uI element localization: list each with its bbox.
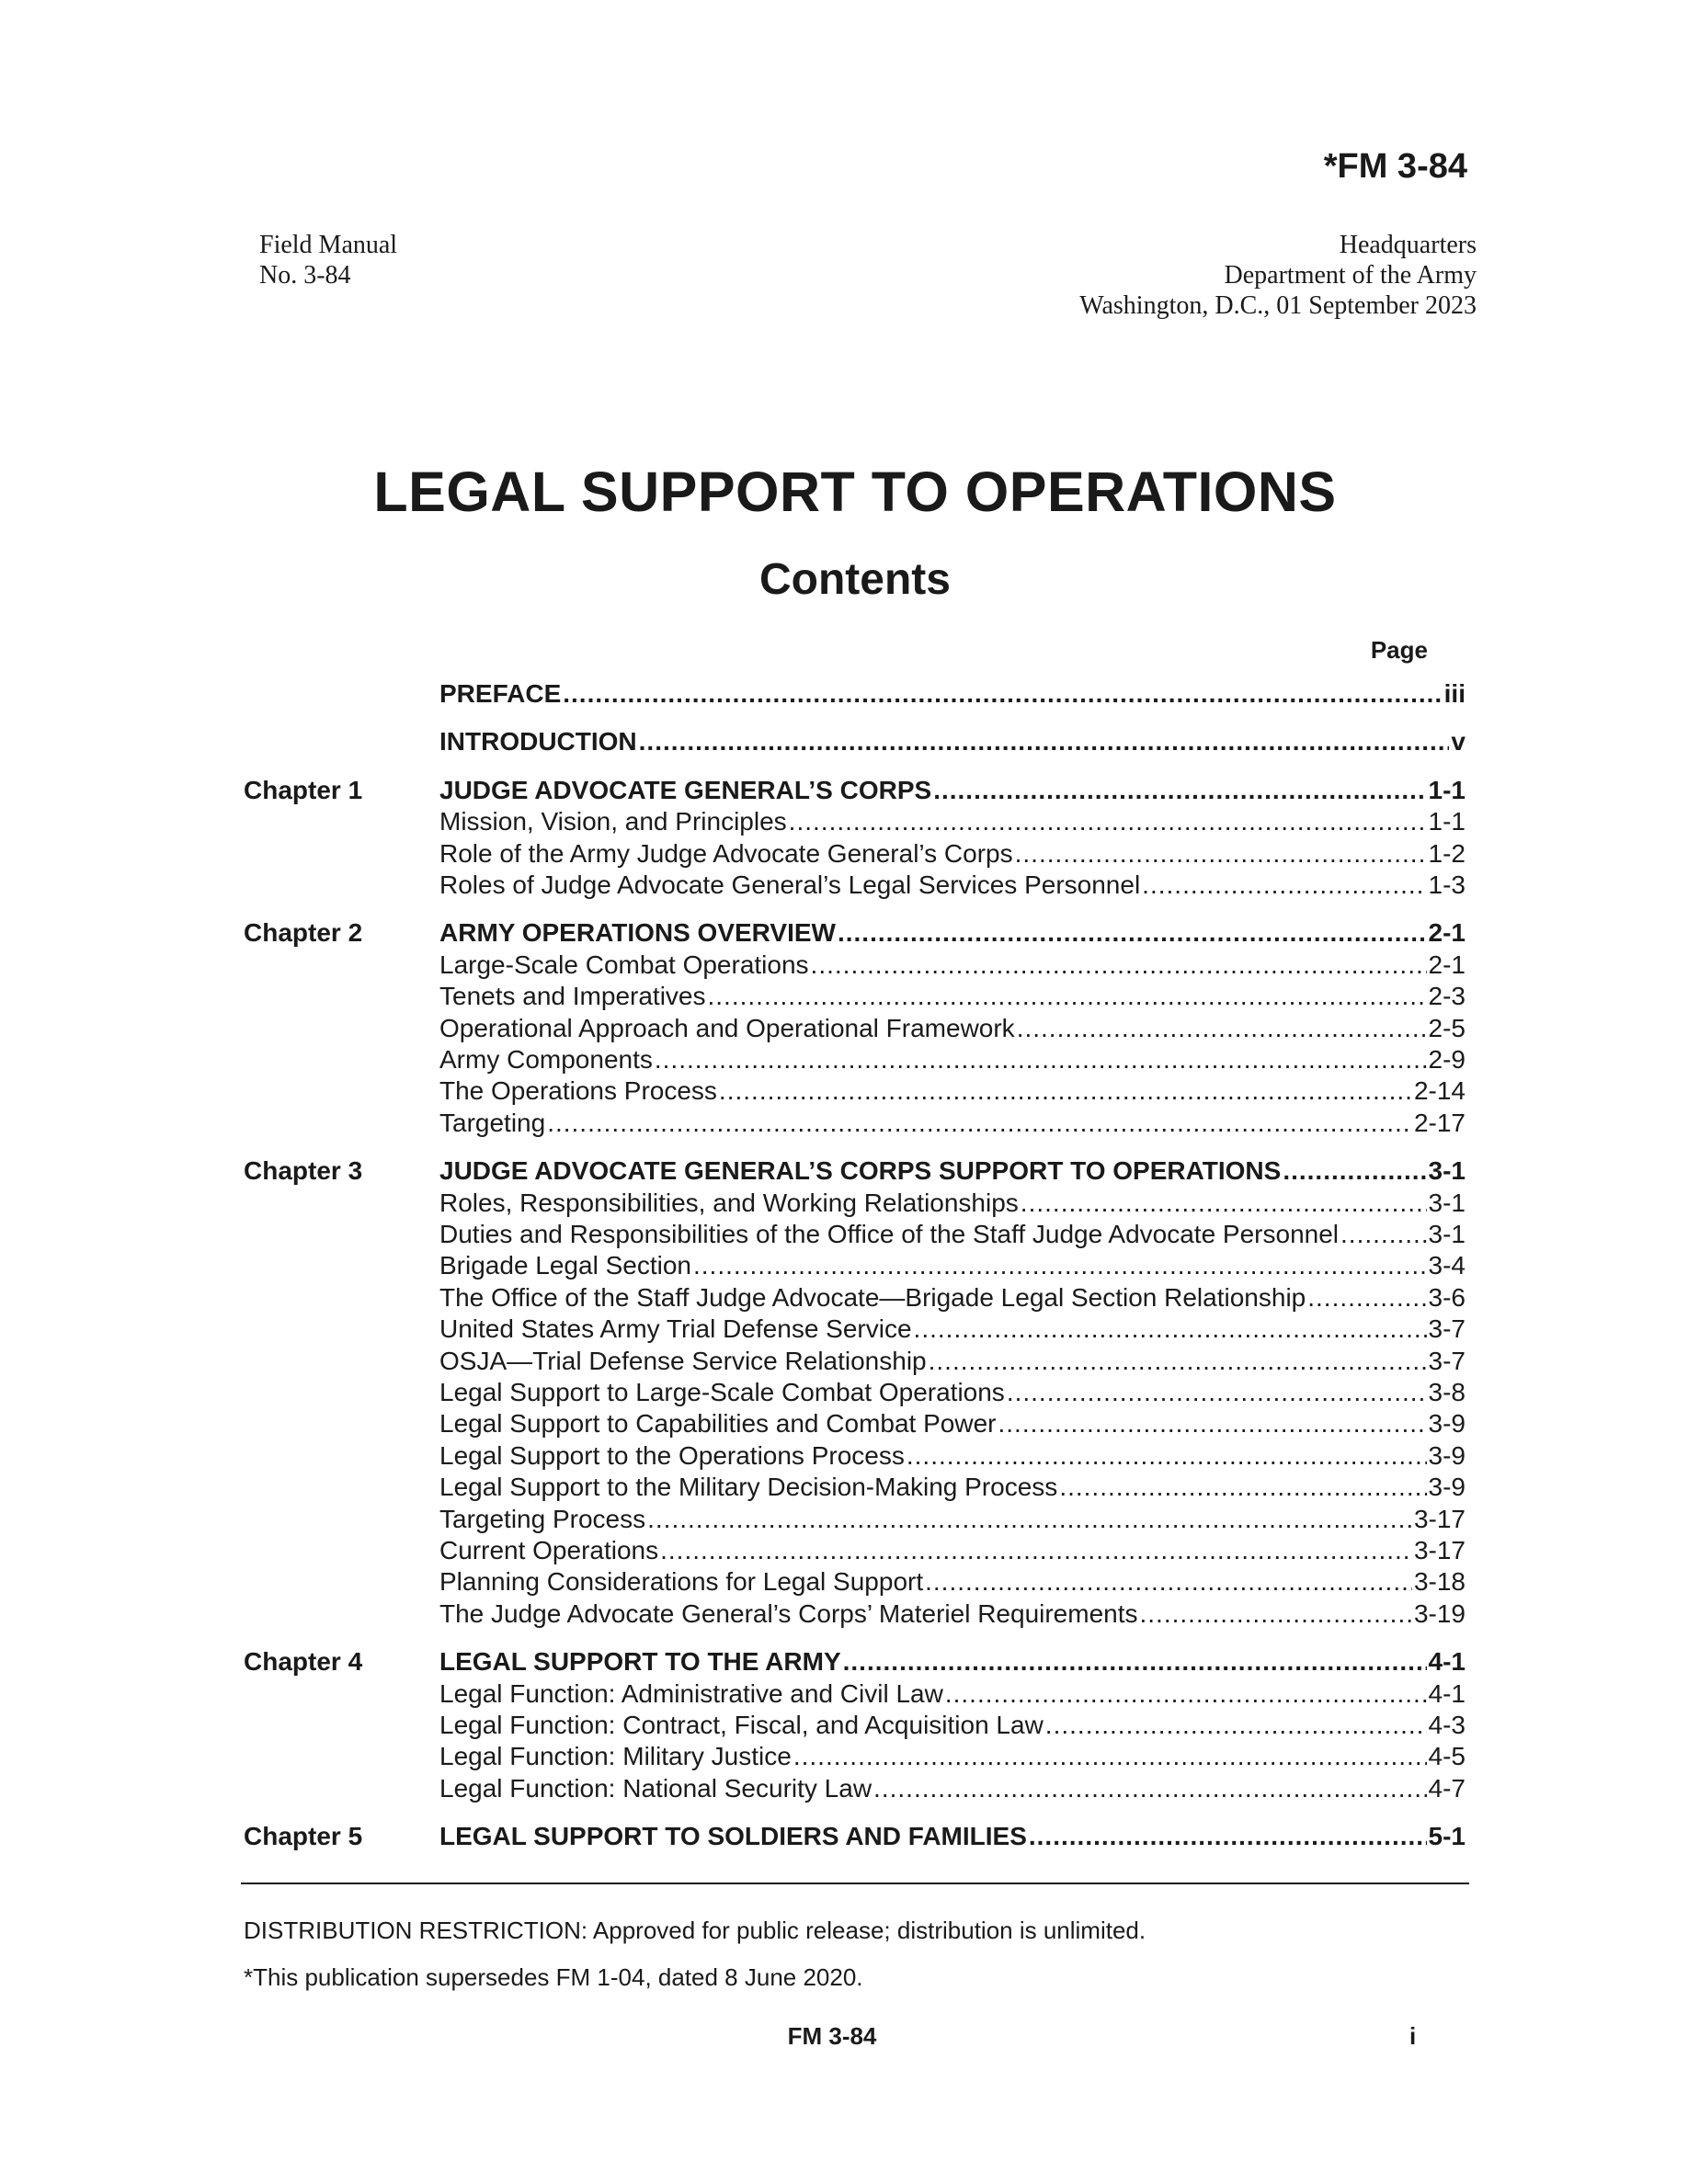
toc-entry-title: Mission, Vision, and Principles bbox=[439, 807, 787, 836]
toc-entry-page: 3-4 bbox=[1428, 1251, 1466, 1280]
toc-entry[interactable] bbox=[439, 1314, 1466, 1346]
toc-entry[interactable] bbox=[439, 1045, 1466, 1076]
toc-entry-page: 3-18 bbox=[1413, 1567, 1466, 1597]
distribution-restriction: DISTRIBUTION RESTRICTION: Approved for public release; distribution is unlimited. bbox=[244, 1917, 1146, 1944]
toc-entry-title: Role of the Army Judge Advocate General’s Corps bbox=[439, 838, 1013, 868]
toc-entry-page: 1-1 bbox=[1428, 775, 1466, 804]
chapter-label: Chapter 5 bbox=[244, 1822, 363, 1851]
toc-entry[interactable] bbox=[439, 1076, 1466, 1108]
headquarters-line: Headquarters bbox=[1339, 231, 1477, 259]
toc-entry-title: OSJA—Trial Defense Service Relationship bbox=[439, 1346, 927, 1375]
toc-entry-title: Legal Support to Capabilities and Combat Power bbox=[439, 1409, 997, 1439]
toc-entry[interactable] bbox=[439, 1679, 1466, 1711]
toc-entry-title: Targeting bbox=[439, 1108, 546, 1137]
dot-leader bbox=[1015, 839, 1427, 869]
toc-entry-title: LEGAL SUPPORT TO SOLDIERS AND FAMILIES bbox=[439, 1822, 1027, 1851]
toc-entry-page: v bbox=[1451, 727, 1466, 756]
toc-main-entry[interactable] bbox=[439, 727, 1466, 758]
toc-entry[interactable] bbox=[439, 1473, 1466, 1504]
toc-main-entry[interactable] bbox=[439, 1647, 1466, 1678]
toc-entry-page: 3-6 bbox=[1428, 1282, 1466, 1312]
toc-entry-page: 4-1 bbox=[1428, 1678, 1466, 1708]
toc-main-entry[interactable] bbox=[439, 1156, 1466, 1188]
dot-leader bbox=[1283, 1156, 1426, 1186]
dot-leader bbox=[789, 807, 1427, 836]
toc-entry-title: Duties and Responsibilities of the Office of the Staff Judge Advocate Personnel bbox=[439, 1220, 1340, 1248]
dot-leader bbox=[1029, 1822, 1427, 1851]
toc-entry-title: Legal Support to the Operations Process bbox=[439, 1440, 905, 1470]
dot-leader bbox=[639, 727, 1450, 756]
toc-entry-title: Targeting Process bbox=[439, 1504, 646, 1533]
toc-entry-page: 2-1 bbox=[1428, 950, 1466, 979]
toc-entry-page: 2-5 bbox=[1428, 1013, 1466, 1042]
toc-entry-title: United States Army Trial Defense Service bbox=[439, 1314, 912, 1344]
toc-entry-page: 3-1 bbox=[1428, 1220, 1466, 1248]
dot-leader bbox=[1007, 1378, 1427, 1407]
location-date-line: Washington, D.C., 01 September 2023 bbox=[1079, 291, 1477, 320]
toc-entry-title: Legal Function: Military Justice bbox=[439, 1742, 792, 1771]
toc-entry-page: 3-9 bbox=[1428, 1473, 1466, 1502]
toc-entry[interactable] bbox=[439, 1378, 1466, 1409]
toc-entry-title: Large-Scale Combat Operations bbox=[439, 950, 809, 979]
chapter-label: Chapter 1 bbox=[244, 775, 363, 804]
toc-entry-title: Planning Considerations for Legal Support bbox=[439, 1567, 924, 1597]
toc-entry-page: 3-9 bbox=[1428, 1409, 1466, 1439]
dot-leader bbox=[929, 1347, 1427, 1376]
toc-entry-page: 2-14 bbox=[1413, 1076, 1466, 1106]
toc-entry-page: 3-1 bbox=[1428, 1156, 1466, 1186]
toc-entry-title: Operational Approach and Operational Framework bbox=[439, 1013, 1015, 1042]
dot-leader bbox=[1045, 1711, 1427, 1740]
toc-entry[interactable] bbox=[439, 982, 1466, 1013]
chapter-label: Chapter 2 bbox=[244, 918, 363, 948]
toc-entry-title: Roles of Judge Advocate General’s Legal Services Personnel bbox=[439, 870, 1141, 899]
toc-entry-title: Legal Function: National Security Law bbox=[439, 1773, 873, 1803]
toc-entry[interactable] bbox=[439, 1742, 1466, 1773]
toc-main-entry[interactable] bbox=[439, 679, 1466, 711]
dot-leader bbox=[1307, 1283, 1426, 1313]
department-line: Department of the Army bbox=[1224, 261, 1477, 290]
toc-entry-title: Legal Support to the Military Decision-Making Process bbox=[439, 1473, 1058, 1502]
toc-entry-page: 1-3 bbox=[1428, 870, 1466, 899]
toc-entry-title: Army Components bbox=[439, 1045, 653, 1074]
toc-main-entry[interactable] bbox=[439, 776, 1466, 807]
toc-entry[interactable] bbox=[439, 1189, 1466, 1220]
toc-entry-page: 5-1 bbox=[1428, 1822, 1466, 1851]
toc-entry-page: 4-1 bbox=[1428, 1647, 1466, 1677]
toc-entry[interactable] bbox=[439, 1711, 1466, 1742]
dot-leader bbox=[693, 1251, 1427, 1280]
toc-entry[interactable] bbox=[439, 1251, 1466, 1282]
chapter-label: Chapter 4 bbox=[244, 1647, 363, 1677]
toc-entry-page: 2-1 bbox=[1428, 918, 1466, 948]
dot-leader bbox=[843, 1647, 1427, 1677]
toc-entry-title: Brigade Legal Section bbox=[439, 1251, 691, 1280]
toc-entry[interactable] bbox=[439, 1347, 1466, 1378]
dot-leader bbox=[1059, 1473, 1426, 1502]
toc-entry-page: 4-5 bbox=[1428, 1742, 1466, 1771]
dot-leader bbox=[793, 1742, 1427, 1771]
dot-leader bbox=[933, 776, 1426, 805]
page-column-label: Page bbox=[1370, 636, 1428, 664]
toc-entry-title: ARMY OPERATIONS OVERVIEW bbox=[439, 918, 836, 948]
toc-entry-page: 3-7 bbox=[1428, 1346, 1466, 1375]
dot-leader bbox=[998, 1409, 1426, 1439]
toc-entry[interactable] bbox=[439, 1014, 1466, 1045]
dot-leader bbox=[647, 1505, 1412, 1534]
toc-entry-title: Current Operations bbox=[439, 1536, 659, 1564]
supersedes-note: *This publication supersedes FM 1-04, dated 8 June 2020. bbox=[244, 1963, 863, 1991]
dot-leader bbox=[708, 982, 1427, 1011]
toc-entry-page: iii bbox=[1443, 679, 1466, 708]
toc-entry[interactable] bbox=[439, 870, 1466, 902]
toc-entry-title: JUDGE ADVOCATE GENERAL’S CORPS SUPPORT TO OPERATIONS bbox=[439, 1156, 1282, 1186]
toc-entry-title: Legal Function: Contract, Fiscal, and Acquisition Law bbox=[439, 1711, 1044, 1739]
dot-leader bbox=[719, 1076, 1412, 1106]
toc-entry-title: The Office of the Staff Judge Advocate—Brigade Legal Section Relationship bbox=[439, 1282, 1306, 1312]
toc-entry-title: Legal Function: Administrative and Civil Law bbox=[439, 1678, 943, 1708]
toc-entry[interactable] bbox=[439, 839, 1466, 870]
dot-leader bbox=[873, 1774, 1426, 1803]
toc-entry[interactable] bbox=[439, 1567, 1466, 1598]
footer-page-number: i bbox=[1409, 2022, 1417, 2050]
toc-entry-title: JUDGE ADVOCATE GENERAL’S CORPS bbox=[439, 775, 932, 804]
toc-entry[interactable] bbox=[439, 1109, 1466, 1140]
toc-entry-title: Roles, Responsibilities, and Working Relationships bbox=[439, 1188, 1019, 1217]
dot-leader bbox=[925, 1567, 1412, 1597]
toc-entry[interactable] bbox=[439, 1599, 1466, 1631]
toc-entry-title: INTRODUCTION bbox=[439, 727, 637, 756]
toc-main-entry[interactable] bbox=[439, 918, 1466, 950]
toc-entry-page: 1-1 bbox=[1428, 807, 1466, 836]
dot-leader bbox=[914, 1314, 1427, 1344]
field-manual-line: Field Manual bbox=[259, 231, 398, 259]
toc-entry-page: 2-17 bbox=[1413, 1108, 1466, 1137]
toc-entry[interactable] bbox=[439, 950, 1466, 982]
toc-entry-page: 3-1 bbox=[1428, 1188, 1466, 1217]
toc-entry-title: Tenets and Imperatives bbox=[439, 982, 706, 1011]
toc-entry[interactable] bbox=[439, 1774, 1466, 1805]
manual-number-line: No. 3-84 bbox=[259, 261, 351, 290]
dot-leader bbox=[811, 950, 1427, 980]
divider bbox=[241, 1883, 1469, 1884]
toc-entry-page: 3-17 bbox=[1413, 1536, 1466, 1564]
toc-entry-page: 4-3 bbox=[1428, 1711, 1466, 1739]
toc-entry[interactable] bbox=[439, 1409, 1466, 1440]
toc-main-entry[interactable] bbox=[439, 1822, 1466, 1853]
dot-leader bbox=[1340, 1220, 1427, 1249]
dot-leader bbox=[1021, 1189, 1427, 1218]
toc-entry[interactable] bbox=[439, 1283, 1466, 1314]
dot-leader bbox=[945, 1679, 1427, 1709]
footer-publication: FM 3-84 bbox=[787, 2022, 877, 2050]
toc-entry-page: 2-9 bbox=[1428, 1045, 1466, 1074]
dot-leader bbox=[907, 1441, 1427, 1471]
toc-entry[interactable] bbox=[439, 1536, 1466, 1567]
toc-entry[interactable] bbox=[439, 1441, 1466, 1473]
contents-heading: Contents bbox=[759, 555, 951, 604]
dot-leader bbox=[838, 918, 1427, 948]
toc-entry-page: 2-3 bbox=[1428, 982, 1466, 1011]
toc-entry[interactable] bbox=[439, 1505, 1466, 1536]
dot-leader bbox=[1140, 1599, 1412, 1629]
toc-entry-title: LEGAL SUPPORT TO THE ARMY bbox=[439, 1647, 841, 1677]
toc-entry[interactable] bbox=[439, 1220, 1466, 1251]
dot-leader bbox=[655, 1045, 1427, 1075]
publication-number: *FM 3-84 bbox=[1323, 147, 1467, 186]
dot-leader bbox=[1142, 870, 1426, 900]
toc-entry-title: Legal Support to Large-Scale Combat Operations bbox=[439, 1378, 1005, 1406]
toc-entry-page: 3-8 bbox=[1428, 1378, 1466, 1406]
toc-entry-title: The Judge Advocate General’s Corps’ Materiel Requirements bbox=[439, 1598, 1138, 1628]
toc-entry-title: PREFACE bbox=[439, 679, 562, 708]
toc-entry-page: 3-19 bbox=[1413, 1598, 1466, 1628]
document-title: LEGAL SUPPORT TO OPERATIONS bbox=[373, 461, 1337, 523]
chapter-label: Chapter 3 bbox=[244, 1156, 363, 1186]
toc-entry-page: 3-17 bbox=[1413, 1504, 1466, 1533]
toc-entry-page: 3-9 bbox=[1428, 1440, 1466, 1470]
toc-entry-page: 4-7 bbox=[1428, 1773, 1466, 1803]
toc-entry-page: 1-2 bbox=[1428, 838, 1466, 868]
dot-leader bbox=[660, 1536, 1412, 1565]
dot-leader bbox=[563, 679, 1442, 709]
toc-entry-page: 3-7 bbox=[1428, 1314, 1466, 1344]
dot-leader bbox=[547, 1109, 1412, 1138]
dot-leader bbox=[1017, 1014, 1427, 1043]
toc-entry-title: The Operations Process bbox=[439, 1076, 717, 1106]
toc-entry[interactable] bbox=[439, 807, 1466, 838]
